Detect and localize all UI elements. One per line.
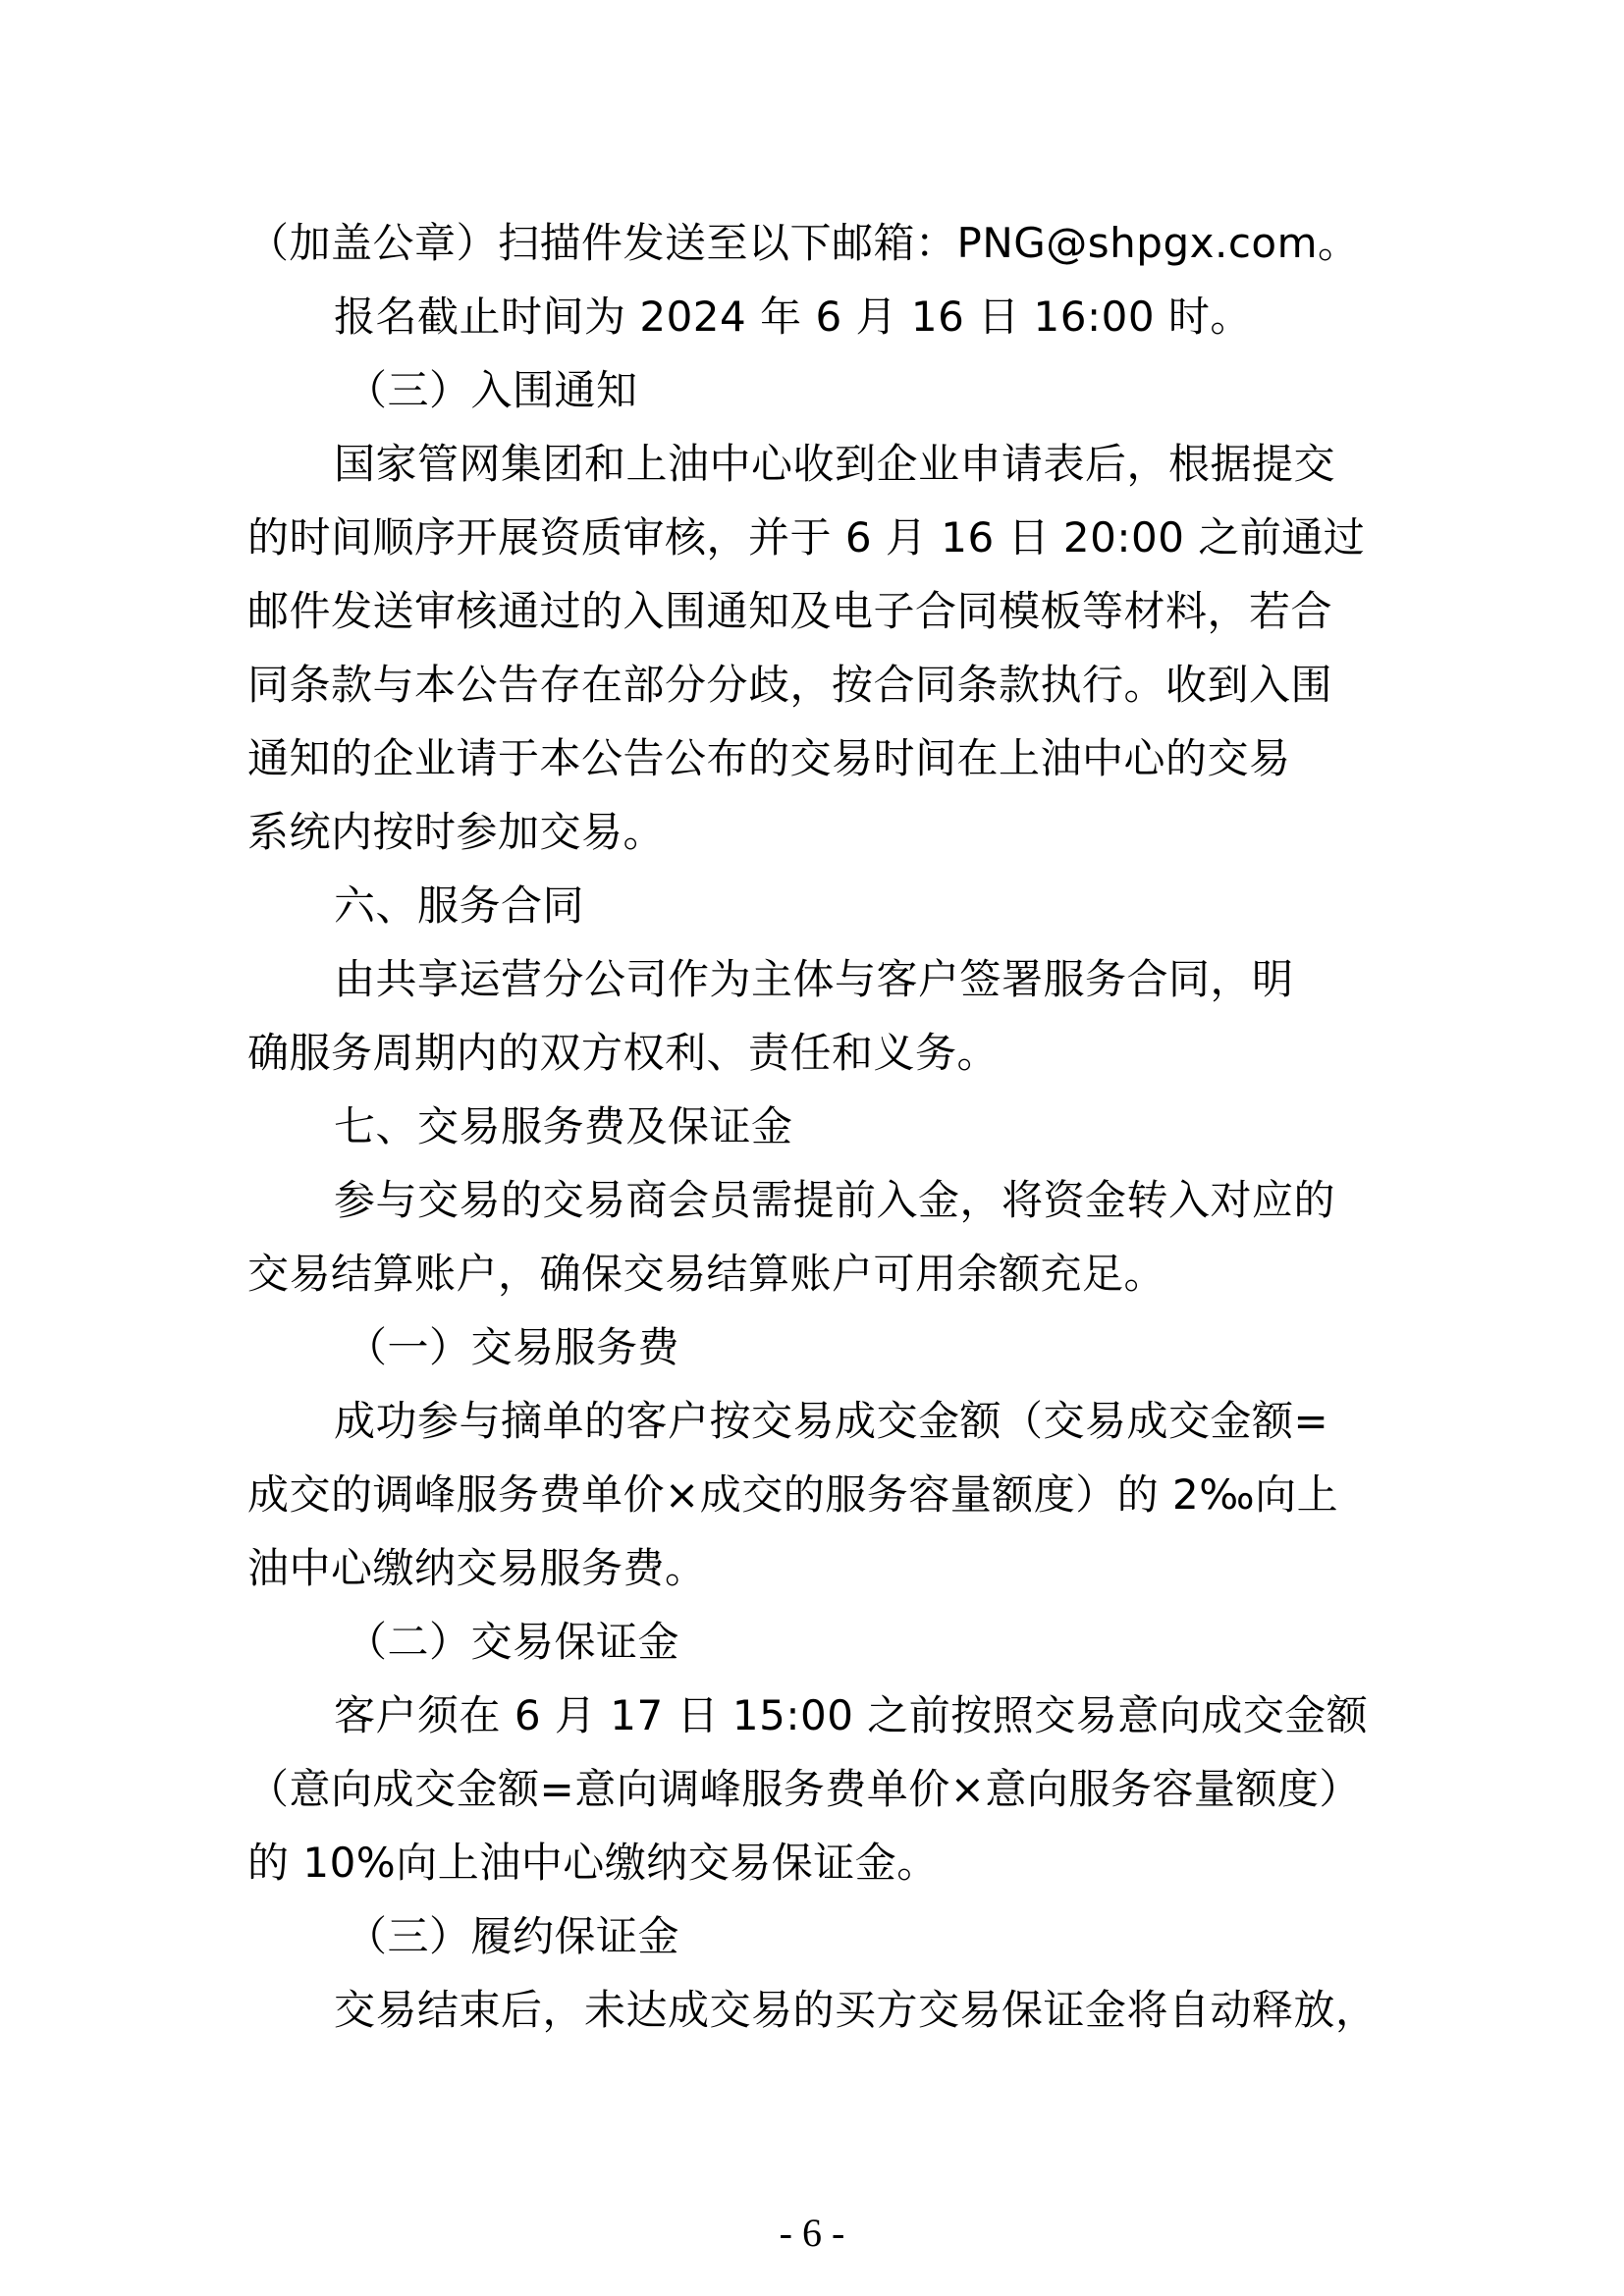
paragraph-line: 通知的企业请于本公告公布的交易时间在上油中心的交易	[247, 734, 1291, 782]
paragraph-line: （意向成交金额=意向调峰服务费单价×意向服务容量额度）	[247, 1765, 1361, 1813]
paragraph-line: 同条款与本公告存在部分分歧，按合同条款执行。收到入围	[247, 661, 1333, 709]
paragraph-line: 邮件发送审核通过的入围通知及电子合同模板等材料，若合	[247, 587, 1333, 635]
subheading-trading-deposit: （二）交易保证金	[346, 1618, 680, 1666]
paragraph-line: 由共享运营分公司作为主体与客户签署服务合同，明	[334, 955, 1294, 1003]
subheading-service-fee: （一）交易服务费	[346, 1323, 680, 1371]
paragraph-line: 确服务周期内的双方权利、责任和义务。	[247, 1029, 1000, 1077]
paragraph-line: 参与交易的交易商会员需提前入金，将资金转入对应的	[334, 1176, 1336, 1224]
paragraph-line: 的 10%向上油中心缴纳交易保证金。	[247, 1839, 939, 1887]
section-heading-fees-deposit: 七、交易服务费及保证金	[334, 1102, 793, 1150]
paragraph-line: 客户须在 6 月 17 日 15:00 之前按照交易意向成交金额	[334, 1691, 1369, 1739]
text-line-continuation: （加盖公章）扫描件发送至以下邮箱：PNG@shpgx.com。	[247, 219, 1360, 267]
paragraph-line: 系统内按时参加交易。	[247, 808, 666, 856]
paragraph-line: 国家管网集团和上油中心收到企业申请表后，根据提交	[334, 440, 1336, 488]
paragraph-line: 交易结束后，未达成交易的买方交易保证金将自动释放，	[334, 1986, 1378, 2034]
subheading-performance-deposit: （三）履约保证金	[346, 1912, 680, 1960]
paragraph-line: 成交的调峰服务费单价×成交的服务容量额度）的 2‰向上	[247, 1470, 1339, 1519]
paragraph-line: 油中心缴纳交易服务费。	[247, 1544, 707, 1592]
paragraph-line: 交易结算账户，确保交易结算账户可用余额充足。	[247, 1250, 1166, 1298]
section-heading-service-contract: 六、服务合同	[334, 881, 585, 930]
text-line-deadline: 报名截止时间为 2024 年 6 月 16 日 16:00 时。	[334, 293, 1252, 341]
paragraph-line: 成功参与摘单的客户按交易成交金额（交易成交金额=	[334, 1397, 1329, 1445]
paragraph-line: 的时间顺序开展资质审核，并于 6 月 16 日 20:00 之前通过	[247, 513, 1366, 561]
subheading-admission-notice: （三）入围通知	[346, 366, 638, 414]
page-number: - 6 -	[779, 2211, 845, 2255]
